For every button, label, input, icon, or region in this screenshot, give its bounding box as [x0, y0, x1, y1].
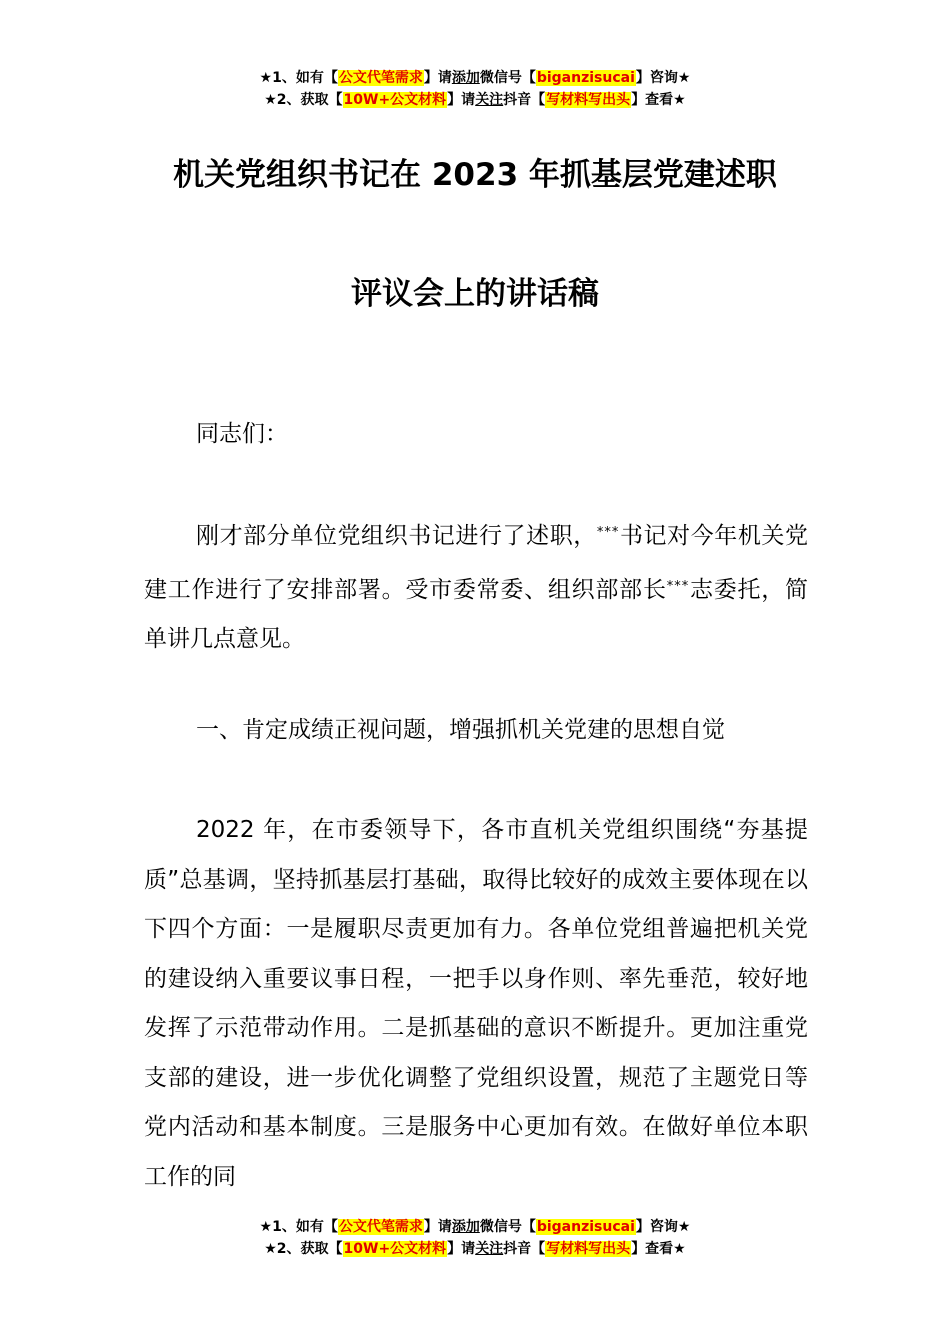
highlight-service: 公文代笔需求	[338, 70, 423, 86]
text-run: 书记对今年机关党建工作进行了安排部署。受市委常委、组织部部长	[144, 523, 809, 603]
footer-banner	[0, 1216, 950, 1260]
banner-text: 】请	[447, 92, 476, 108]
greeting: 同志们：	[196, 421, 288, 447]
banner-text: 】请	[423, 70, 452, 86]
banner-line-2	[0, 89, 950, 111]
text-run: 刚才部分单位党组织书记进行了述职，	[196, 523, 597, 549]
banner-line-1	[0, 67, 950, 89]
banner-text: 】咨询★	[635, 70, 691, 86]
banner-text: 】查看★	[631, 1241, 686, 1257]
banner-underlined-text: 关注	[475, 92, 504, 108]
redacted-name: ***	[666, 578, 690, 594]
banner-text: 抖音【	[503, 92, 546, 108]
document-title-line-2: 评议会上的讲话稿	[351, 276, 599, 312]
redacted-name: ***	[596, 525, 620, 540]
highlight-wechat-id: biganzisucai	[536, 70, 635, 86]
section-heading-1: 一、肯定成绩正视问题，增强抓机关党建的思想自觉	[196, 717, 725, 743]
banner-text: 微信号【	[479, 70, 536, 86]
banner-line-1	[0, 1216, 950, 1238]
text-run: 志委托，简单讲几点意见。	[144, 576, 809, 652]
paragraph-intro	[144, 508, 808, 665]
document-title-line-1: 机关党组织书记在 2023 年抓基层党建述职	[173, 157, 777, 193]
section-heading-block	[144, 706, 808, 756]
highlight-douyin-id: 写材料写出头	[546, 1241, 631, 1257]
highlight-service: 公文代笔需求	[338, 1219, 423, 1235]
banner-underlined-text: 添加	[451, 70, 480, 86]
banner-text: ★2、获取【	[264, 1241, 343, 1257]
banner-text: 】请	[423, 1219, 452, 1235]
banner-text: 】查看★	[631, 92, 686, 108]
banner-text: 抖音【	[503, 1241, 546, 1257]
highlight-wechat-id: biganzisucai	[536, 1219, 635, 1235]
banner-underlined-text: 添加	[451, 1219, 480, 1235]
highlight-douyin-id: 写材料写出头	[546, 92, 631, 108]
paragraph-achievements	[144, 806, 808, 1202]
greeting-block	[144, 410, 808, 460]
highlight-materials: 10W+公文材料	[343, 92, 447, 108]
banner-text: ★1、如有【	[259, 1219, 338, 1235]
banner-underlined-text: 关注	[475, 1241, 504, 1257]
banner-text: 微信号【	[479, 1219, 536, 1235]
highlight-materials: 10W+公文材料	[343, 1241, 447, 1257]
banner-text: 】咨询★	[635, 1219, 691, 1235]
banner-text: ★2、获取【	[264, 92, 343, 108]
banner-text: ★1、如有【	[259, 70, 338, 86]
paragraph-intro-text	[144, 508, 808, 665]
banner-line-2	[0, 1238, 950, 1260]
banner-text: 】请	[447, 1241, 476, 1257]
header-banner	[0, 67, 950, 111]
paragraph-achievements-text: 2022 年，在市委领导下，各市直机关党组织围绕“夯基提质”总基调，坚持抓基层打基础，取得比较好的成效主要体现在以下四个方面：一是履职尽责更加有力。各单位党组普遍把机关党的建设纳入重要议事日程，一把手以身作则、率先垂范，较好地发挥了示范带动作用。二是抓基础的意识不断提升。更加注重党支部的建设，进一步优化调整了党组织设置，规范了主题党日等党内活动和基本制度。三是服务中心更加有效。在做好单位本职工作的同	[144, 817, 808, 1190]
